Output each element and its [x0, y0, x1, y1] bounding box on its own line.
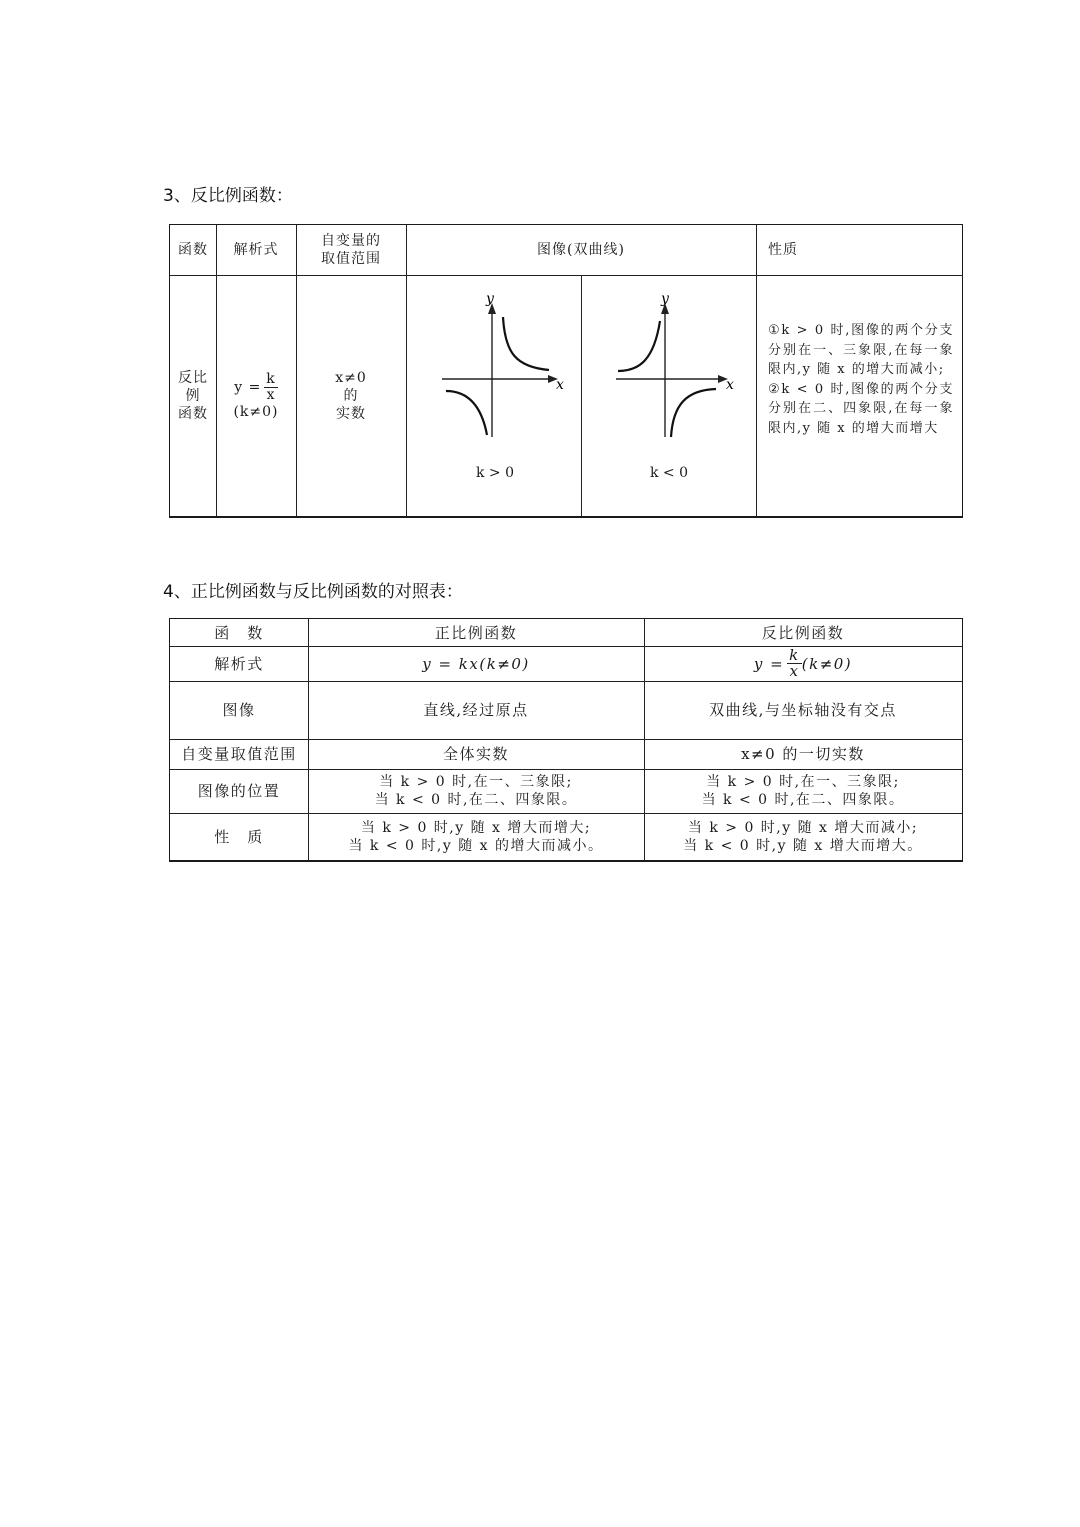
section-3-heading: 3、反比例函数： [163, 186, 293, 206]
graph-positive-label: k > 0 [475, 465, 515, 481]
header-direct: 正比例函数 [434, 623, 518, 642]
branch-quadrant-3 [446, 391, 487, 435]
direct-graph: 直线,经过原点 [423, 701, 529, 719]
row-label-property: 性 质 [214, 827, 264, 846]
section-4-heading: 4、正比例函数与反比例函数的对照表： [163, 582, 463, 602]
y-axis-label: y [661, 291, 669, 307]
expr-cell: y = $\frac{k}{x}$ (k≠0) [233, 370, 279, 420]
row-label-expr: 解析式 [214, 654, 264, 673]
comparison-table [169, 618, 963, 862]
row-label-graph: 图像 [222, 701, 256, 719]
inverse-expr: y = $\frac{k}{x}$ (k≠0) [753, 646, 853, 680]
row-label-position: 图像的位置 [197, 782, 281, 800]
hyperbola-positive-graph [436, 287, 566, 447]
property-positive: ①k > 0 时,图像的两个分支分别在一、三象限,在每一象限内,y 随 x 的增大而减小; [768, 323, 954, 377]
header-expr: 解析式 [233, 242, 279, 258]
direct-position: 当 k > 0 时,在一、三象限; 当 k < 0 时,在二、四象限。 [374, 774, 578, 808]
row-label-domain: 自变量取值范围 [181, 745, 297, 763]
header-func: 函 数 [214, 623, 264, 642]
branch-quadrant-1 [503, 317, 549, 370]
func-name-cell: 反比 例 函数 [178, 370, 208, 422]
inverse-domain: x≠0 的一切实数 [741, 745, 865, 763]
fraction: $\frac{k}{x}$ [789, 646, 800, 680]
inverse-position: 当 k > 0 时,在一、三象限; 当 k < 0 时,在二、四象限。 [701, 774, 905, 808]
direct-domain: 全体实数 [442, 745, 509, 763]
properties-cell [768, 321, 954, 438]
fraction: $\frac{k}{x}$ [266, 370, 276, 403]
graph-negative-label: k < 0 [649, 465, 689, 481]
domain-cell: x≠0 的 实数 [335, 370, 367, 422]
inverse-graph: 双曲线,与坐标轴没有交点 [709, 701, 897, 719]
hyperbola-negative-graph [610, 287, 740, 447]
header-func: 函数 [178, 242, 208, 258]
branch-quadrant-2 [618, 321, 660, 371]
header-props: 性质 [768, 242, 798, 258]
inverse-function-table [169, 224, 963, 518]
x-axis-label: x [726, 377, 734, 393]
branch-quadrant-4 [671, 389, 716, 437]
graph-divider [581, 275, 582, 516]
x-axis-label: x [556, 377, 564, 393]
header-inverse: 反比例函数 [761, 623, 845, 642]
header-graph: 图像(双曲线) [537, 242, 625, 258]
inverse-property: 当 k > 0 时,y 随 x 增大而减小; 当 k < 0 时,y 随 x 增大而增大。 [683, 819, 923, 854]
property-negative: ②k < 0 时,图像的两个分支分别在二、四象限,在每一象限内,y 随 x 的增大而增大 [768, 381, 954, 436]
direct-expr: y = kx(k≠0) [422, 654, 530, 673]
direct-property: 当 k > 0 时,y 随 x 增大而增大; 当 k < 0 时,y 随 x 的增大而减小。 [348, 819, 604, 854]
header-domain: 自变量的 取值范围 [321, 233, 381, 267]
y-axis-label: y [486, 291, 494, 307]
